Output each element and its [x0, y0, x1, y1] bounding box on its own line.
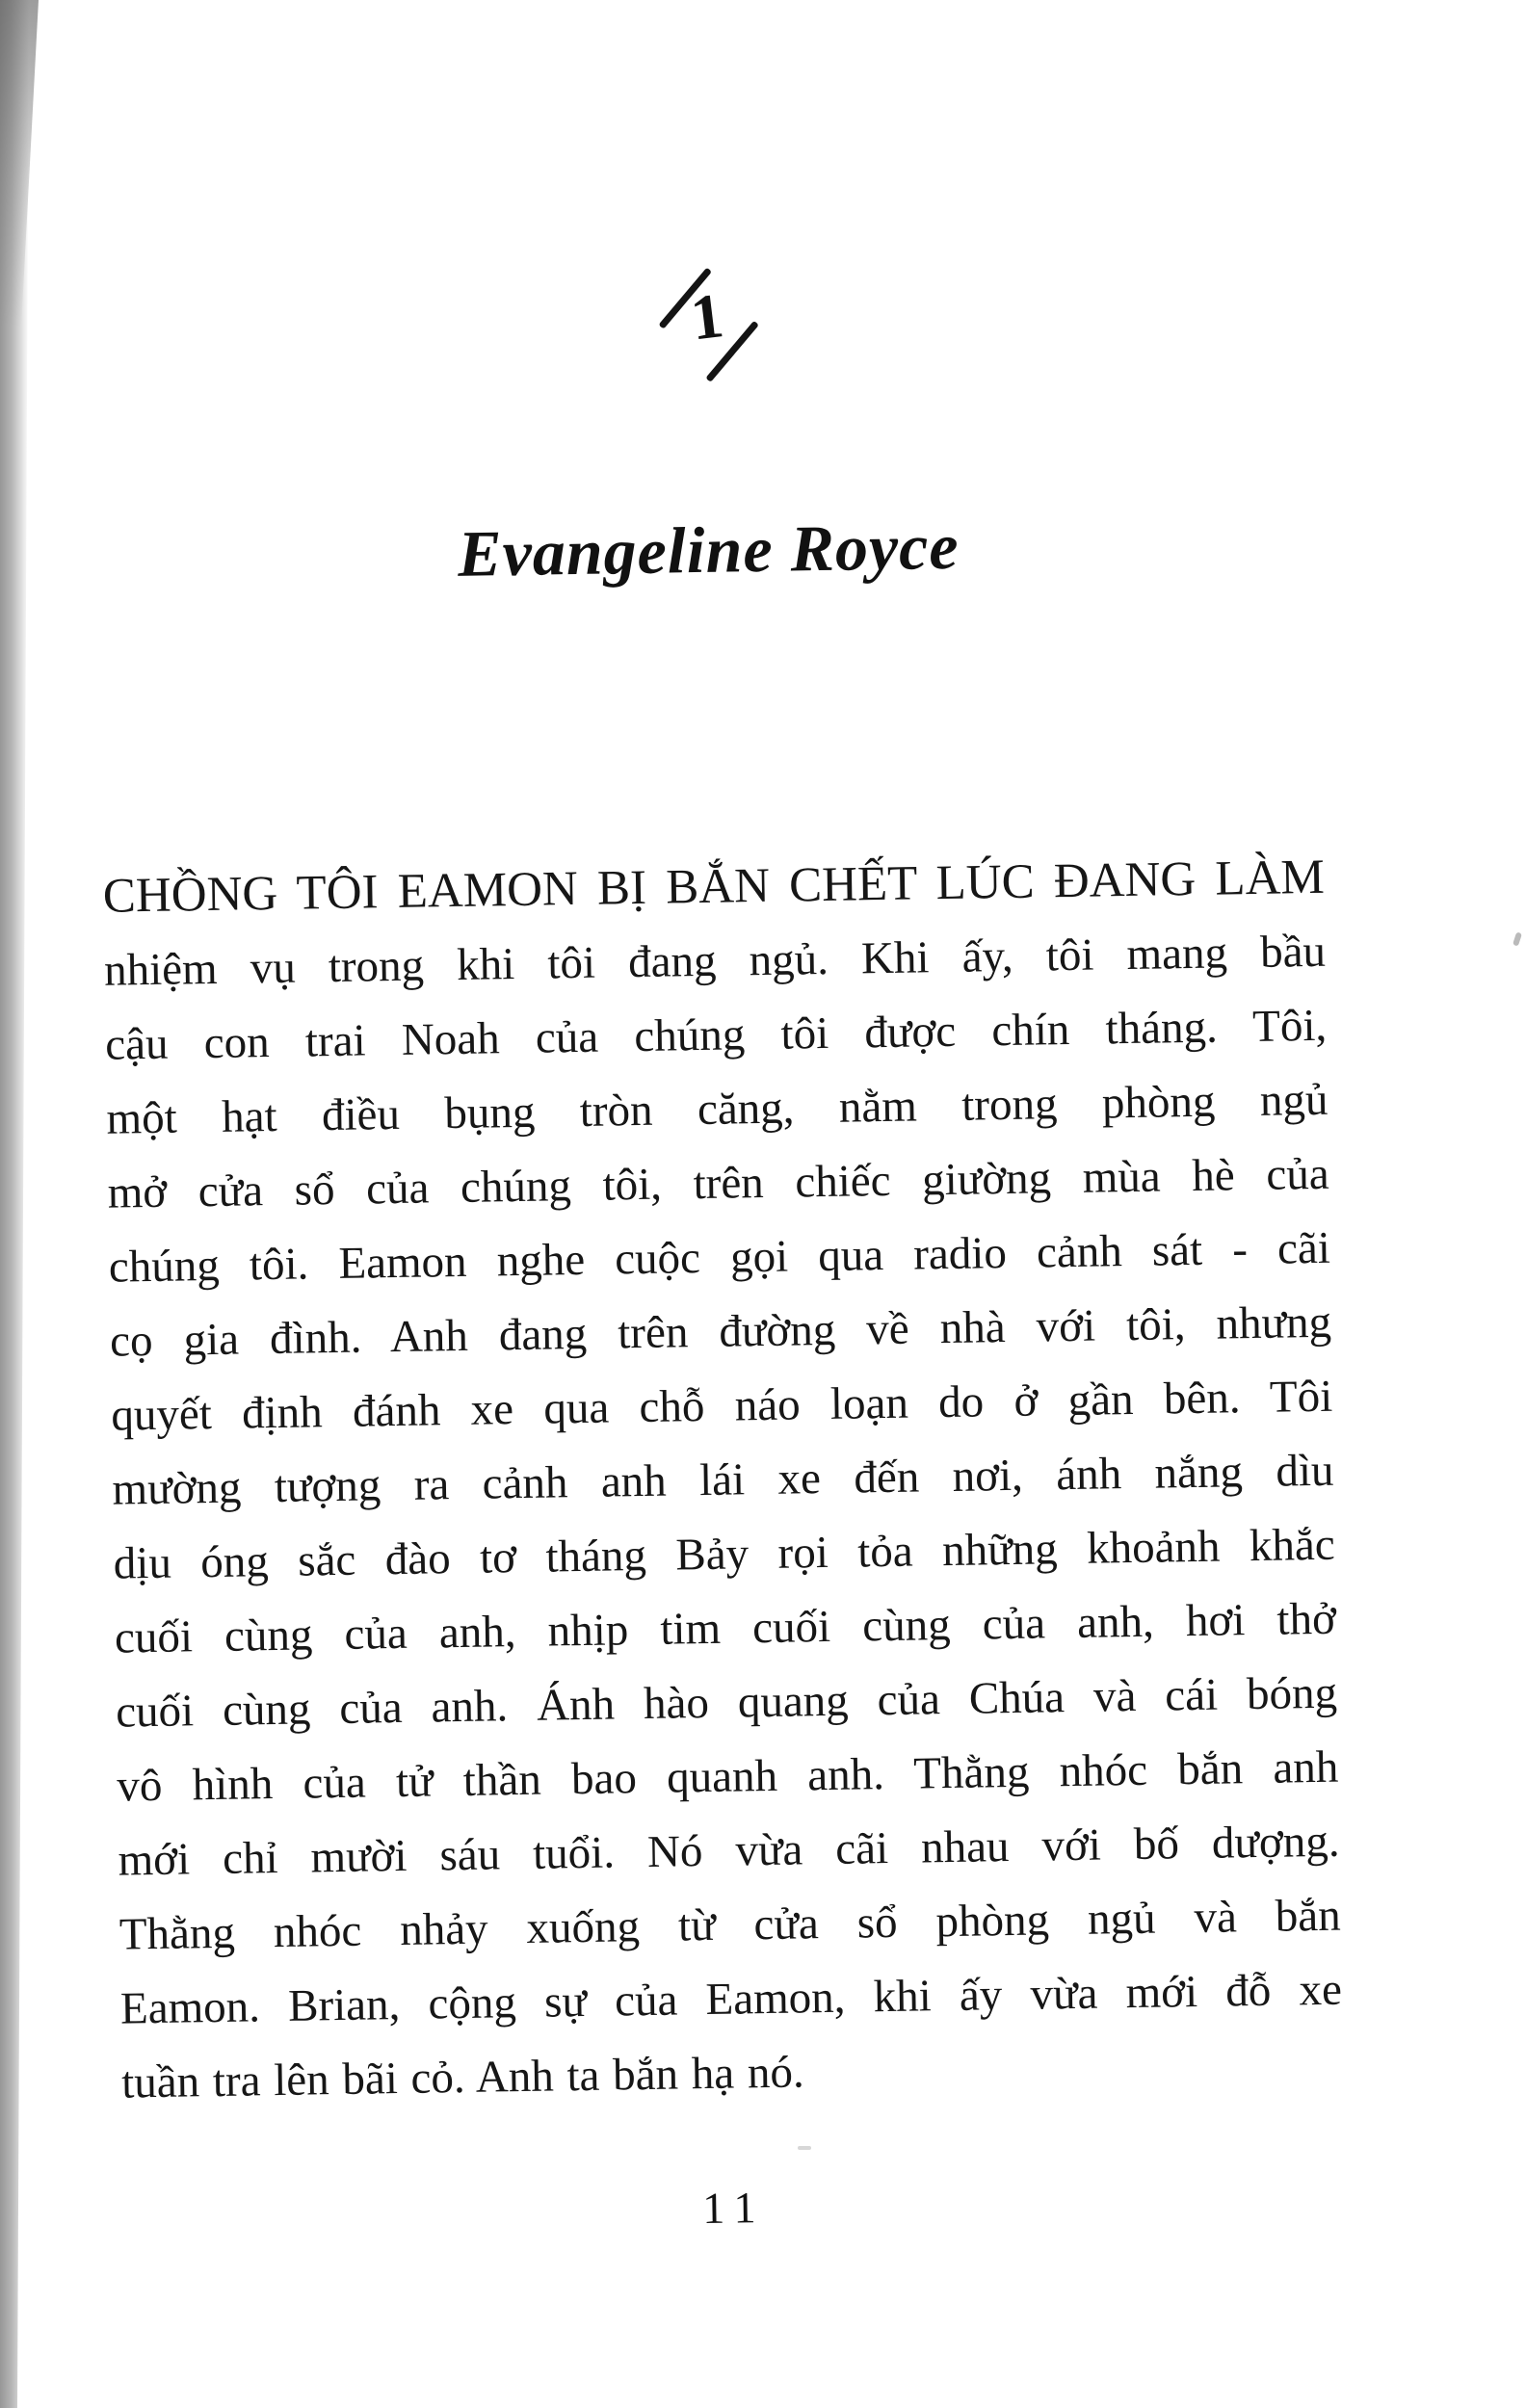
page-number: 11 — [701, 2183, 767, 2234]
chapter-title: Evangeline Royce — [457, 509, 960, 590]
body-line: cậu con trai Noah của chúng tôi được chín tháng. Tôi, — [104, 1000, 1328, 1070]
chapter-number-ornament — [658, 266, 768, 389]
body-line: một hạt điều bụng tròn căng, nằm trong phòng ngủ — [106, 1074, 1329, 1144]
body-line: mường tượng ra cảnh anh lái xe đến nơi, ánh nắng dìu — [112, 1445, 1334, 1515]
body-line: mở cửa sổ của chúng tôi, trên chiếc giường mùa hè của — [107, 1148, 1329, 1218]
body-line: quyết định đánh xe qua chỗ náo loạn do ở gần bên. Tôi — [110, 1371, 1333, 1441]
body-line: CHỒNG TÔI EAMON BỊ BẮN CHẾT LÚC ĐANG LÀM — [102, 850, 1326, 924]
body-line: mới chỉ mười sáu tuổi. Nó vừa cãi nhau với bố dượng. — [118, 1816, 1340, 1886]
body-line: nhiệm vụ trong khi tôi đang ngủ. Khi ấy, tôi mang bầu — [103, 926, 1327, 996]
body-text — [102, 841, 1343, 2121]
body-line: chúng tôi. Eamon nghe cuộc gọi qua radio cảnh sát - cãi — [108, 1222, 1331, 1293]
body-line: dịu óng sắc đào tơ tháng Bảy rọi tỏa những khoảnh khắc — [113, 1519, 1336, 1589]
body-line: cuối cùng của anh. Ánh hào quang của Chúa và cái bóng — [115, 1667, 1338, 1738]
body-line: Thằng nhóc nhảy xuống từ cửa sổ phòng ngủ và bắn — [118, 1890, 1342, 1960]
chapter-number: 1 — [687, 280, 727, 354]
scan-speck — [798, 2146, 811, 2150]
body-line: cọ gia đình. Anh đang trên đường về nhà với tôi, nhưng — [109, 1296, 1332, 1367]
body-line: tuần tra lên bãi cỏ. Anh ta bắn hạ nó. — [120, 2047, 805, 2108]
body-line: vô hình của tử thần bao quanh anh. Thằng nhóc bắn anh — [117, 1741, 1339, 1812]
body-line: Eamon. Brian, cộng sự của Eamon, khi ấy vừa mới đỗ xe — [119, 1964, 1343, 2034]
body-line: cuối cùng của anh, nhịp tim cuối cùng của anh, hơi thở — [114, 1593, 1337, 1663]
